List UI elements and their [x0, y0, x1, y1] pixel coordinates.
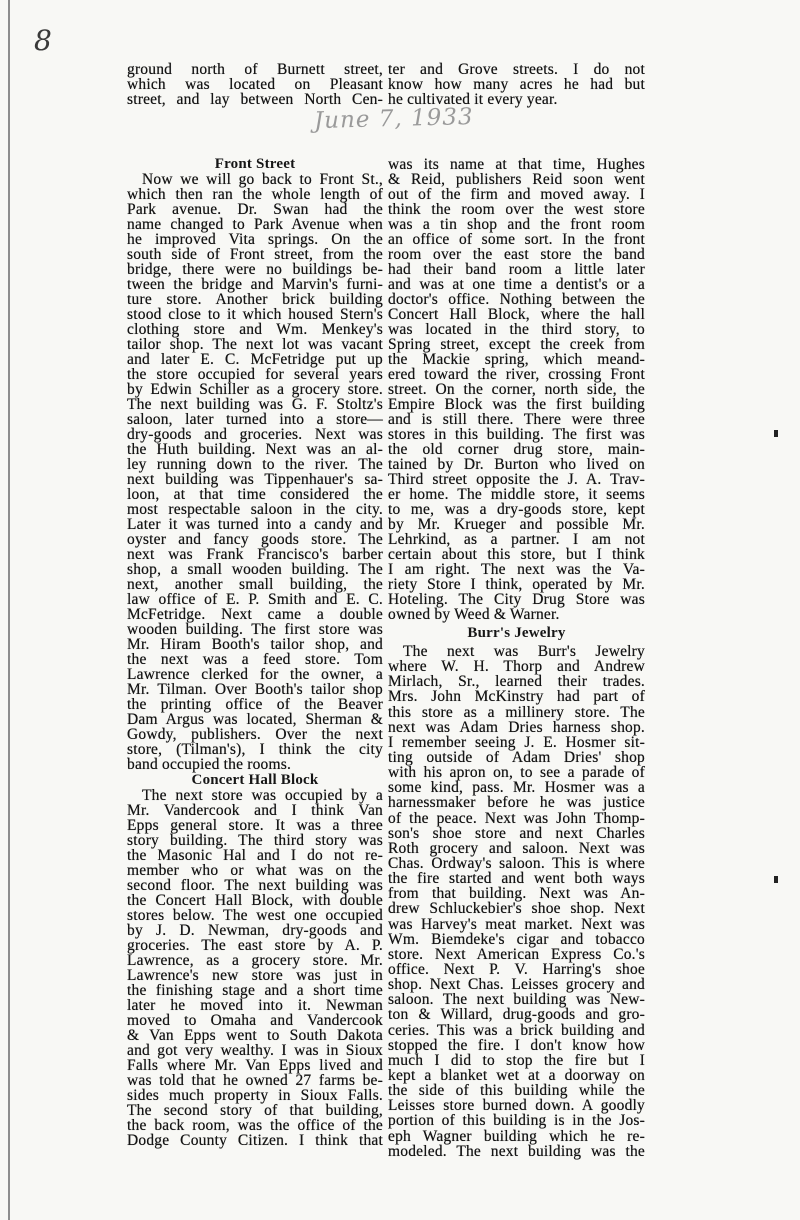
text-line: room over the east store the band [388, 246, 645, 263]
text-line: store, (Tilman's), I think the city [127, 741, 383, 758]
intro-left-column [127, 62, 383, 107]
text-line: ter and Grove streets. I do not [388, 61, 645, 78]
text-line: and later E. C. McFetridge put up [127, 351, 383, 368]
text-line: & Van Epps went to South Dakota [127, 1027, 383, 1044]
text-line: he improved Vita springs. On the [127, 231, 383, 248]
text-line: portion of this building is in the Jos- [388, 1112, 645, 1130]
text-line: the old corner drug store, main- [388, 441, 645, 458]
text-line: the Mackie spring, which meand- [388, 351, 645, 368]
text-line: modeled. The next building was the [388, 1142, 645, 1160]
text-line: street. On the corner, north side, the [388, 381, 645, 398]
text-line: harnessmaker before he was justice [388, 794, 645, 812]
text-line: next building was Tippenhauer's sa- [127, 471, 383, 488]
text-line: band occupied the rooms. [127, 756, 292, 773]
text-line: eph Wagner building which he re- [388, 1127, 645, 1145]
text-line: which then ran the whole length of [127, 186, 383, 203]
text-line: Roth grocery and saloon. Next was [388, 839, 645, 857]
text-line: the Huth building. Next was an al- [127, 441, 383, 458]
text-line: I am right. The next was the Va- [388, 561, 645, 578]
text-line: Leisses store burned down. A goodly [388, 1097, 645, 1115]
text-line: Wm. Biemdeke's cigar and tobacco [388, 930, 645, 948]
text-line: oyster and fancy goods store. The [127, 531, 383, 548]
text-line: dry-goods and groceries. Next was [127, 426, 383, 443]
text-line: Epps general store. It was a three [127, 817, 383, 834]
text-line: south side of Front street, from the [127, 246, 383, 263]
text-line: Mrs. John McKinstry had part of [388, 688, 645, 706]
intro-right-column [388, 62, 645, 107]
text-line: son's shoe store and next Charles [388, 824, 645, 842]
text-line: The next was Burr's Jewelry [403, 643, 645, 660]
paragraph-burrs-jewelry [388, 644, 645, 1159]
text-line: Lawrence's new store was just in [127, 967, 383, 984]
heading-concert-hall-block: Concert Hall Block [191, 772, 319, 788]
text-line: Mr. Hiram Booth's tailor shop, and [127, 636, 383, 653]
text-line: moved to Omaha and Vandercook [127, 1012, 383, 1029]
text-line: story building. The third story was [127, 832, 383, 849]
text-line: ton & Willard, drug-goods and gro- [388, 1006, 645, 1024]
text-line: next, another small building, the [127, 576, 383, 593]
text-line: was located in the third story, to [388, 321, 645, 338]
text-line: Now we will go back to Front St., [142, 171, 383, 188]
text-line: saloon. The next building was New- [388, 991, 645, 1009]
paragraph-continued [388, 157, 645, 622]
text-line: he cultivated it every year. [388, 91, 558, 108]
handwritten-date: June 7, 1933 [313, 103, 474, 135]
text-line: McFetridge. Next came a double [127, 606, 383, 623]
text-line: member who or what was on the [127, 862, 383, 879]
text-line: Park avenue. Dr. Swan had the [127, 201, 383, 218]
left-column [127, 156, 383, 1148]
text-line: the side of this building while the [388, 1082, 645, 1100]
text-line: some kind, pass. Mr. Hosmer was a [388, 779, 645, 797]
text-line: Hoteling. The City Drug Store was [388, 591, 645, 608]
paragraph [127, 62, 383, 107]
text-line: the fire started and went both ways [388, 870, 645, 888]
text-line: clothing store and Wm. Menkey's [127, 321, 383, 338]
text-line: sides much property in Sioux Falls. [127, 1087, 383, 1104]
text-line: of the peace. Next was John Thomp- [388, 809, 645, 827]
text-line: most respectable saloon in the city. [127, 501, 383, 518]
text-line: store. Next American Express Co.'s [388, 945, 645, 963]
text-line: and was at one time a dentist's or a [388, 276, 645, 293]
text-line: out of the firm and moved away. I [388, 186, 645, 203]
text-line: Chas. Ordway's saloon. This is where [388, 854, 645, 872]
text-line: tained by Dr. Burton who lived on [388, 456, 645, 473]
text-line: was told that he owned 27 farms be- [127, 1072, 383, 1089]
text-line: later he moved into it. Newman [127, 997, 383, 1014]
right-column [388, 157, 645, 1159]
text-line: doctor's office. Nothing between the [388, 291, 645, 308]
text-line: which was located on Pleasant [127, 76, 383, 93]
text-line: groceries. The east store by A. P. [127, 937, 383, 954]
text-line: kept a blanket wet at a doorway on [388, 1066, 645, 1084]
text-line: tween the bridge and Marvin's furni- [127, 276, 383, 293]
text-line: this store as a millinery store. The [388, 703, 645, 721]
paragraph-front-street [127, 172, 383, 772]
text-line: ered toward the river, crossing Front [388, 366, 645, 383]
text-line: was a tin shop and the front room [388, 216, 645, 233]
text-line: was its name at that time, Hughes [388, 156, 645, 173]
text-line: next was Frank Francisco's barber [127, 546, 383, 563]
text-line: ture store. Another brick building [127, 291, 383, 308]
text-line: Mr. Vandercook and I think Van [127, 802, 383, 819]
text-line: ground north of Burnett street, [127, 61, 383, 78]
text-line: Lawrence, as a grocery store. Mr. [127, 952, 383, 969]
text-line: the back room, was the office of the [127, 1117, 383, 1134]
paragraph [388, 62, 645, 107]
text-line: saloon, later turned into a store— [127, 411, 383, 428]
heading-front-street: Front Street [214, 156, 296, 172]
text-line: by Edwin Schiller as a grocery store. [127, 381, 383, 398]
text-line: Dodge County Citizen. I think that [127, 1132, 383, 1149]
text-line: and is still there. There were three [388, 411, 645, 428]
text-line: second floor. The next building was [127, 877, 383, 894]
text-line: was Harvey's meat market. Next was [388, 915, 645, 933]
paragraph-concert-hall-block [127, 788, 383, 1148]
text-line: tailor shop. The next lot was vacant [127, 336, 383, 353]
text-line: drew Schluckebier's shoe shop. Next [388, 900, 645, 918]
text-line: shop, a small wooden building. The [127, 561, 383, 578]
text-line: riety Store I think, operated by Mr. [388, 576, 645, 593]
text-line: Later it was turned into a candy and [127, 516, 383, 533]
text-line: stopped the fire. I don't know how [388, 1036, 645, 1054]
text-line: the store occupied for several years [127, 366, 383, 383]
heading-burrs-jewelry: Burr's Jewelry [467, 625, 566, 641]
text-line: had their band room a little later [388, 261, 645, 278]
text-line: with his apron on, to see a parade of [388, 764, 645, 782]
text-line: wooden building. The first store was [127, 621, 383, 638]
text-line: Empire Block was the first building [388, 396, 645, 413]
text-line: The next store was occupied by a [142, 787, 383, 804]
text-line: ting outside of Adam Dries' shop [388, 748, 645, 766]
text-line: ceries. This was a brick building and [388, 1021, 645, 1039]
text-line: ley running down to the river. The [127, 456, 383, 473]
scan-mark [774, 430, 778, 437]
text-line: Spring street, except the creek from [388, 336, 645, 353]
text-line: know how many acres he had but [388, 76, 645, 93]
text-line: The second story of that building, [127, 1102, 383, 1119]
text-line: much I did to stop the fire but I [388, 1051, 645, 1069]
text-line: an office of some sort. In the front [388, 231, 645, 248]
text-line: stood close to it which housed Stern's [127, 306, 383, 323]
text-line: by Mr. Krueger and possible Mr. [388, 516, 645, 533]
page-number: 8 [34, 24, 52, 57]
text-line: Concert Hall Block, where the hall [388, 306, 645, 323]
text-line: name changed to Park Avenue when [127, 216, 383, 233]
text-line: the Concert Hall Block, with double [127, 892, 383, 909]
text-line: Falls where Mr. Van Epps lived and [127, 1057, 383, 1074]
text-line: next was Adam Dries harness shop. [388, 718, 645, 736]
text-line: street, and lay between North Cen- [127, 91, 383, 108]
text-line: I remember seeing J. E. Hosmer sit- [388, 733, 645, 751]
text-line: Third street opposite the J. A. Trav- [388, 471, 645, 488]
text-line: Lehrkind, as a partner. I am not [388, 531, 645, 548]
text-line: er home. The middle store, it seems [388, 486, 645, 503]
text-line: to me, was a dry-goods store, kept [388, 501, 645, 518]
text-line: from that building. Next was An- [388, 885, 645, 903]
scan-mark [774, 876, 778, 883]
text-line: stores in this building. The first was [388, 426, 645, 443]
text-line: think the room over the west store [388, 201, 645, 218]
text-line: law office of E. P. Smith and E. C. [127, 591, 383, 608]
text-line: the Masonic Hal and I do not re- [127, 847, 383, 864]
text-line: the printing office of the Beaver [127, 696, 383, 713]
text-line: Dam Argus was located, Sherman & [127, 711, 383, 728]
text-line: certain about this store, but I think [388, 546, 645, 563]
text-line: stores below. The west one occupied [127, 907, 383, 924]
text-line: Mr. Tilman. Over Booth's tailor shop [127, 681, 383, 698]
text-line: bridge, there were no buildings be- [127, 261, 383, 278]
text-line: loon, at that time considered the [127, 486, 383, 503]
text-line: owned by Weed & Warner. [388, 606, 560, 623]
text-line: & Reid, publishers Reid soon went [388, 171, 645, 188]
text-line: Lawrence clerked for the owner, a [127, 666, 383, 683]
text-line: and got very wealthy. I was in Sioux [127, 1042, 383, 1059]
scan-left-edge [8, 0, 10, 1220]
text-line: office. Next P. V. Harring's shoe [388, 960, 645, 978]
text-line: shop. Next Chas. Leisses grocery and [388, 976, 645, 994]
text-line: Gowdy, publishers. Over the next [127, 726, 383, 743]
text-line: by J. D. Newman, dry-goods and [127, 922, 383, 939]
text-line: Mirlach, Sr., learned their trades. [388, 673, 645, 691]
text-line: the next was a feed store. Tom [127, 651, 383, 668]
text-line: the finishing stage and a short time [127, 982, 383, 999]
text-line: The next building was G. F. Stoltz's [127, 396, 383, 413]
text-line: where W. H. Thorp and Andrew [388, 658, 645, 676]
